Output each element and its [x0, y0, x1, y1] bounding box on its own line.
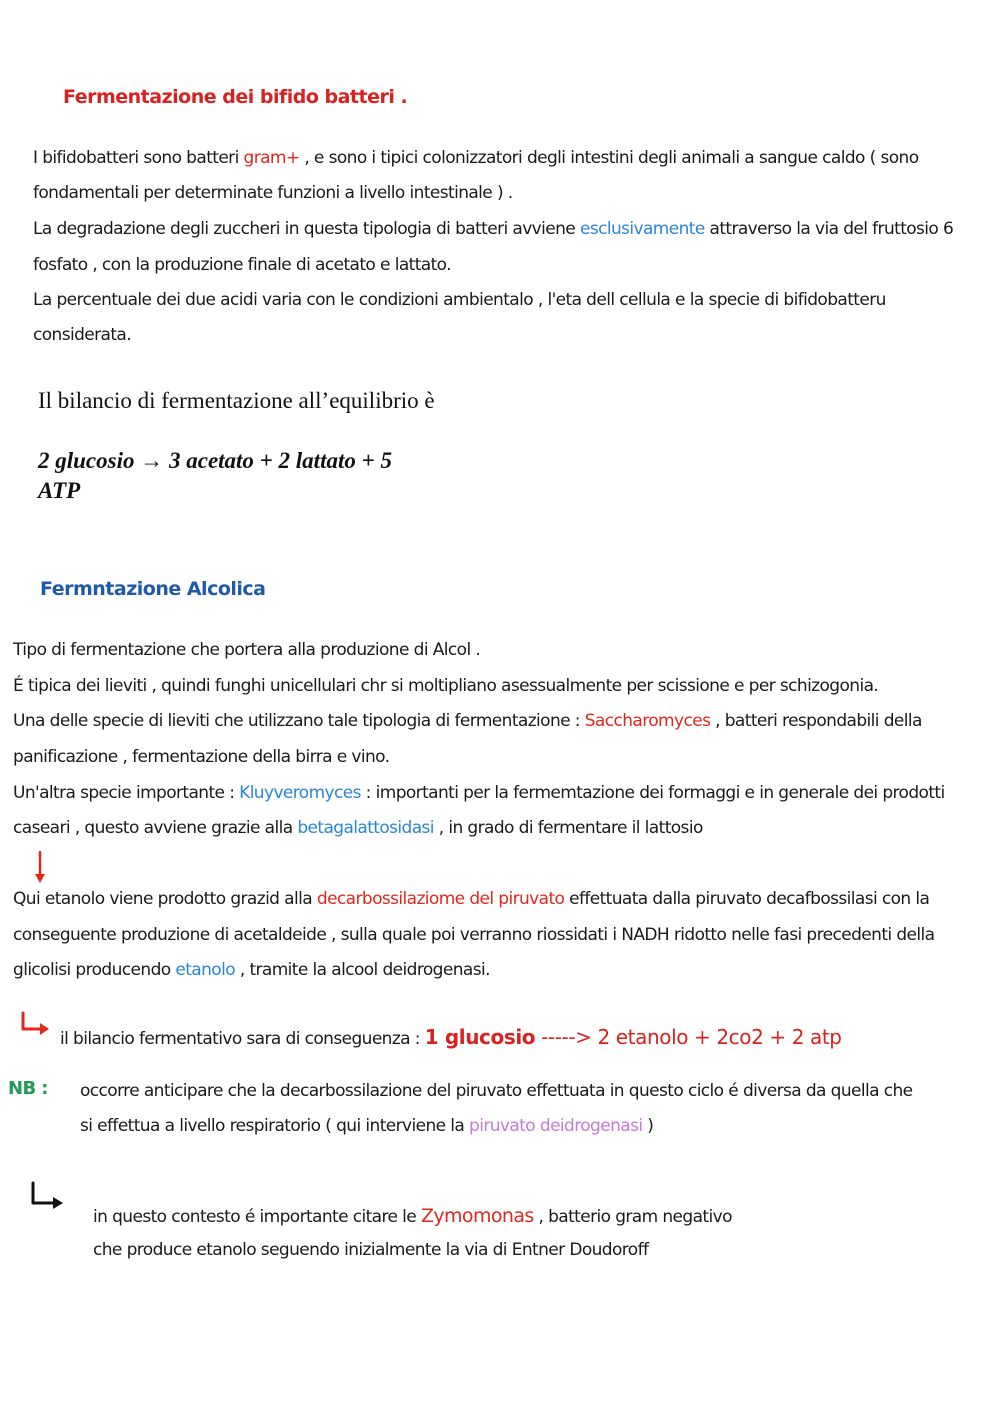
zymomonas-line: che produce etanolo seguendo inizialmente la via di Entner Doudoroff — [93, 1240, 649, 1260]
equation-line-2: ATP — [38, 478, 81, 503]
balance-intro: Il bilancio di fermentazione all’equilibrio è — [38, 388, 435, 413]
highlight-zymomonas: Zymomonas — [420, 1205, 534, 1227]
paragraph-line: Una delle specie di lieviti che utilizzano tale tipologia di fermentazione : Saccharomyces , batteri respondabili della — [13, 711, 922, 731]
bent-arrow-icon — [28, 1180, 68, 1210]
paragraph-line: caseari , questo avviene grazie alla betagalattosidasi , in grado di fermentare il lattosio — [13, 818, 703, 838]
down-arrow-icon — [30, 850, 50, 886]
highlight-decarbossilazione: decarbossilaziome del piruvato — [316, 889, 565, 909]
section1-title: Fermentazione dei bifido batteri . — [63, 86, 408, 108]
paragraph-line: La percentuale dei due acidi varia con le condizioni ambientalo , l'eta dell cellula e la specie di bifidobatteru — [33, 290, 886, 310]
balance-products: -----> 2 etanolo + 2co2 + 2 atp — [535, 1025, 842, 1049]
nb-label: NB : — [8, 1078, 48, 1099]
paragraph-line: Un'altra specie importante : Kluyveromyces : importanti per la fermemtazione dei formaggi e in generale dei prodotti — [13, 783, 945, 803]
equation-line-1: 2 glucosio → 3 acetato + 2 lattato + 5 — [38, 448, 392, 473]
highlight-kluyveromyces: Kluyveromyces — [239, 783, 361, 803]
paragraph-line: conseguente produzione di acetaldeide , sulla quale poi verranno riossidati i NADH ridotto nelle fasi precedenti della — [13, 925, 935, 945]
paragraph-line: É tipica dei lieviti , quindi funghi unicellulari chr si moltipliano asessualmente per scissione e per schizogonia. — [13, 676, 879, 696]
paragraph-line: I bifidobatteri sono batteri gram+ , e sono i tipici colonizzatori degli intestini degli animali a sangue caldo ( sono — [33, 148, 919, 168]
nb-line: occorre anticipare che la decarbossilazione del piruvato effettuata in questo ciclo é diversa da quella che — [80, 1081, 913, 1101]
highlight-gram-positive: gram+ — [243, 148, 300, 168]
section2-title: Fermntazione Alcolica — [40, 578, 266, 600]
paragraph-line: fondamentali per determinate funzioni a livello intestinale ) . — [33, 183, 513, 203]
paragraph-line: Qui etanolo viene prodotto grazid alla decarbossilaziome del piruvato effettuata dalla piruvato decafbossilasi con la — [13, 889, 930, 909]
paragraph-line: considerata. — [33, 325, 132, 345]
paragraph-line: panificazione , fermentazione della birra e vino. — [13, 747, 390, 767]
highlight-etanolo: etanolo — [175, 960, 236, 980]
highlight-piruvato-deidrogenasi: piruvato deidrogenasi — [469, 1116, 643, 1136]
paragraph-line: fosfato , con la produzione finale di acetato e lattato. — [33, 255, 451, 275]
balance-glucose: 1 glucosio — [424, 1025, 536, 1049]
bent-arrow-icon — [18, 1010, 52, 1036]
highlight-esclusivamente: esclusivamente — [579, 219, 705, 239]
paragraph-line: La degradazione degli zuccheri in questa tipologia di batteri avviene esclusivamente attraverso la via del fruttosio 6 — [33, 219, 954, 239]
balance-line: il bilancio fermentativo sara di conseguenza : 1 glucosio -----> 2 etanolo + 2co2 + 2 atp — [60, 1025, 842, 1049]
highlight-saccharomyces: Saccharomyces — [584, 711, 711, 731]
nb-line: si effettua a livello respiratorio ( qui interviene la piruvato deidrogenasi ) — [80, 1116, 654, 1136]
paragraph-line: glicolisi producendo etanolo , tramite la alcool deidrogenasi. — [13, 960, 490, 980]
zymomonas-line: in questo contesto é importante citare le Zymomonas , batterio gram negativo — [93, 1205, 732, 1227]
paragraph-line: Tipo di fermentazione che portera alla produzione di Alcol . — [13, 640, 481, 660]
highlight-betagalattosidasi: betagalattosidasi — [297, 818, 434, 838]
